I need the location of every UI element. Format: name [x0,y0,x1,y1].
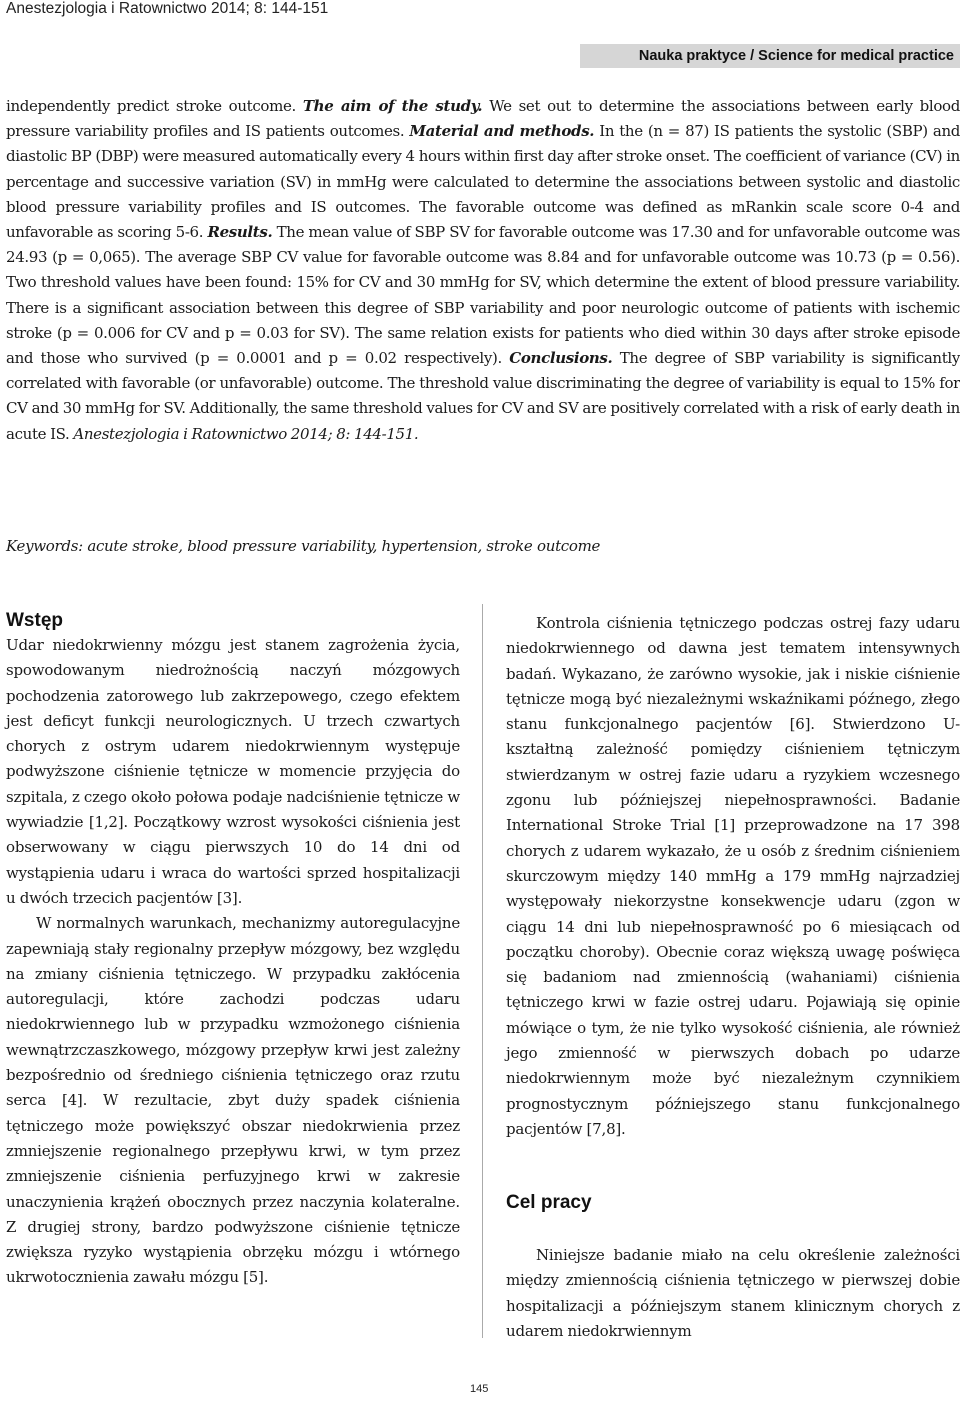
aim-text: We set out to determine the associations between early blood pressure variability profiles and IS patients outcomes. [6,97,960,141]
results-label: Results. [207,223,273,242]
right-paragraph-1: Kontrola ciśnienia tętniczego podczas ostrej fazy udaru niedokrwiennego od dawna jest tematem intensywnych badań. Wykazano, że zarówno wysokie, jak i niskie ciśnienie tętnicze mogą być niezależnymi wskaźnikami późnego, złego stanu funkcjonalnego pacjentów [6]. Stwierdzono U-kształtną zależność pomiędzy ciśnieniem tętniczym stwierdzanym w ostrej fazie udaru a ryzykiem wczesnego zgonu lub późniejszej niepełnosprawności. Badanie International Stroke Trial [1] przeprowadzone na 17 398 chorych z udarem wykazało, że u osób z średnim ciśnieniem skurczowym między 140 mmHg a 179 mmHg najrzadziej występowały niekorzystne konsekwencje udaru (zgon w ciągu 14 dni lub niepełnosprawność po 6 miesiącach od początku choroby). Obecnie coraz większą uwagę poświęca się badaniom nad zmiennością (wahaniami) ciśnienia tętniczego krwi w fazie ostrej udaru. Pojawiają się opinie mówiące o tym, że nie tylko wysokość ciśnienia, ale również jego zmienność w pierwszych dobach po udarze niedokrwiennym może być niezależnym czynnikiem prognostycznym późniejszego stanu funkcjonalnego pacjentów [7,8]. [506,614,960,1138]
journal-citation-header: Anestezjologia i Ratownictwo 2014; 8: 144-151 [6,0,329,17]
page-number: 145 [470,1383,489,1395]
right-column [506,611,960,1142]
aim-label: The aim of the study. [302,97,483,115]
abstract-paragraph [6,94,960,447]
left-paragraph-2: W normalnych warunkach, mechanizmy autoregulacyjne zapewniają stały regionalny przepływ mózgowy, bez względu na zmiany ciśnienia tętniczego. W przypadku zakłócenia autoregulacji, które zachodzi podczas udaru niedokrwiennego lub w przypadku wzmożonego ciśnienia wewnątrzczaszkowego, mózgowy przepływ krwi jest zależny bezpośrednio od średniego ciśnienia tętniczego oraz rzutu serca [4]. W rezultacie, zbyt duży spadek ciśnienia tętniczego może powiększyć obszar niedokrwienia przez zmniejszenie regionalnego przepływu krwi, w tym przez zmniejszenie ciśnienia perfuzyjnego krwi w zakresie unaczynienia krążeń obocznych przez naczynia kolateralne. Z drugiej strony, bardzo podwyższone ciśnienie tętnicze zwiększa ryzyko wystąpienia obrzęku mózgu i wtórnego ukrwotocznienia zawału mózgu [5]. [6,914,460,1287]
conclusions-label: Conclusions. [509,349,613,368]
left-column [6,633,460,1291]
results-text: The mean value of SBP SV for favorable outcome was 17.30 and for unfavorable outcome was 24.93 (p = 0,065). The average SBP CV value for favorable outcome was 8.84 and for unfavorable outcome was 10.73 (p = 0.56). Two threshold values have been found: 15% for CV and 30 mmHg for SV, which determine the extent of blood pressure variability. There is a significant association between this degree of SBP variability and poor neurologic outcome of patients with ischemic stroke (p = 0.006 for CV and p = 0.03 for SV). The same relation exists for patients who died within 30 days after stroke episode and those who survived (p = 0.0001 and p = 0.02 respectively). [6,223,960,368]
left-paragraph-1: Udar niedokrwienny mózgu jest stanem zagrożenia życia, spowodowanym niedrożnością naczyń mózgowych pochodzenia zatorowego lub zakrzepowego, czego efektem jest deficyt funkcji neurologicznych. U trzech czwartych chorych z ostrym udarem niedokrwiennym występuje podwyższone ciśnienie tętnicze w momencie przyjęcia do szpitala, z czego około połowa podaje nadciśnienie tętnicze w wywiadzie [1,2]. Początkowy wzrost wysokości ciśnienia jest obserwowany w ciągu pierwszych 10 do 14 dni od wystąpienia udaru i wraca do wartości sprzed hospitalizacji u dwóch trzecich pacjentów [3]. [6,636,460,907]
abstract [6,94,960,447]
methods-text: In the (n = 87) IS patients the systolic (SBP) and diastolic BP (DBP) were measured automatically every 4 hours within first day after stroke onset. The coefficient of variance (CV) in percentage and successive variation (SV) in mmHg were calculated to determine the associations between systolic and diastolic blood pressure variability profiles and IS outcomes. The favorable outcome was defined as mRankin scale score 0-4 and unfavorable as scoring 5-6. [6,122,960,242]
conclusions-text: The degree of SBP variability is significantly correlated with favorable (or unfavorable) outcome. The threshold value discriminating the degree of variability is equal to 15% for CV and 30 mmHg for SV. Additionally, the same threshold values for CV and SV are positively correlated with a risk of early death in acute IS. [6,349,960,443]
keywords: Keywords: acute stroke, blood pressure variability, hypertension, stroke outcome [6,537,601,555]
section-heading-cel-pracy: Cel pracy [506,1192,592,1213]
abstract-intro: independently predict stroke outcome. [6,97,303,115]
methods-label: Material and methods. [409,122,595,141]
section-heading-wstep: Wstęp [6,610,63,631]
right-paragraph-2: Niniejsze badanie miało na celu określenie zależności między zmiennością ciśnienia tętniczego w pierwszej dobie hospitalizacji a późniejszym stanem klinicznym chorych z udarem niedokrwiennym [506,1246,960,1340]
section-banner: Nauka praktyce / Science for medical practice [580,44,960,68]
right-column-section-2 [506,1243,960,1344]
column-divider [482,604,483,1338]
abstract-citation: Anestezjologia i Ratownictwo 2014; 8: 144-151. [73,424,419,443]
